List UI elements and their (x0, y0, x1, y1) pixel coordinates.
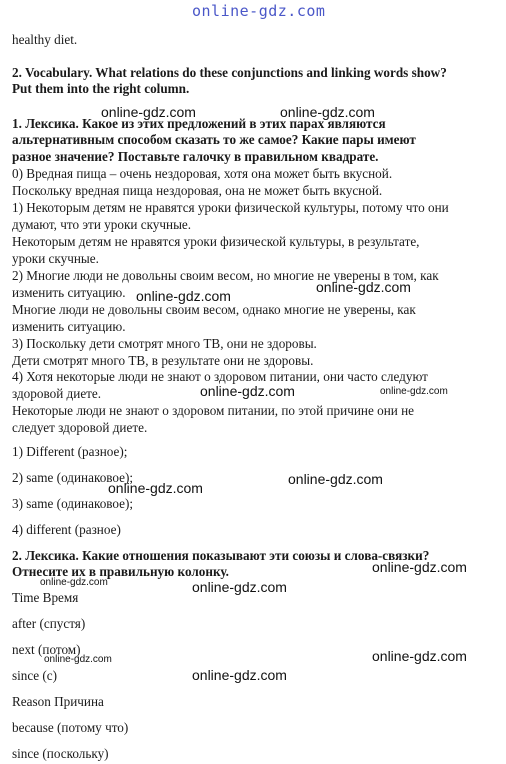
watermark: online-gdz.com (192, 667, 287, 683)
watermark: online-gdz.com (280, 104, 375, 120)
watermark: online-gdz.com (200, 383, 295, 399)
column-heading: Reason Причина (12, 694, 104, 709)
watermark: online-gdz.com (316, 279, 411, 295)
answer-line: 3) same (одинаковое); (12, 496, 134, 511)
text-line: 0) Вредная пища – очень нездоровая, хотя она может быть вкусной. (12, 166, 393, 181)
text-line: Поскольку вредная пища нездоровая, она не может быть вкусной. (12, 183, 383, 198)
watermark: online-gdz.com (372, 559, 467, 575)
watermark: online-gdz.com (40, 577, 108, 588)
section-heading-russian: Отнесите их в правильную колонку. (12, 564, 229, 579)
answer-line: 2) same (одинаковое); (12, 470, 134, 485)
text-line: изменить ситуацию. (12, 319, 126, 334)
section-heading-russian: разное значение? Поставьте галочку в правильном квадрате. (12, 149, 379, 164)
answer-line: 4) different (разное) (12, 522, 121, 537)
section-heading-russian: 1. Лексика. Какое из этих предложений в этих парах являются (12, 116, 386, 131)
text-line: уроки скучные. (12, 251, 99, 266)
text-line: healthy diet. (12, 32, 78, 47)
answer-line: 1) Different (разное); (12, 444, 128, 459)
column-heading: Time Время (12, 590, 79, 605)
list-item: since (с) (12, 668, 58, 683)
text-line: Многие люди не довольны своим весом, однако многие не уверены, как (12, 302, 416, 317)
text-line: 2) Многие люди не довольны своим весом, но многие не уверены в том, как (12, 268, 439, 283)
watermark: online-gdz.com (380, 386, 448, 397)
text-line: 4) Хотя некоторые люди не знают о здоровом питании, они часто следуют (12, 369, 428, 384)
section-heading-english: Put them into the right column. (12, 81, 190, 96)
text-line: здоровой диете. (12, 386, 102, 401)
text-line: Некоторым детям не нравятся уроки физической культуры, в результате, (12, 234, 420, 249)
list-item: after (спустя) (12, 616, 86, 631)
watermark: online-gdz.com (44, 654, 112, 665)
text-line: Некоторые люди не знают о здоровом питании, по этой причине они не (12, 403, 415, 418)
text-line: думают, что эти уроки скучные. (12, 217, 192, 232)
watermark: online-gdz.com (192, 579, 287, 595)
section-heading-english: 2. Vocabulary. What relations do these conjunctions and linking words show? (12, 65, 447, 80)
text-line: 1) Некоторым детям не нравятся уроки физической культуры, потому что они (12, 200, 449, 215)
list-item: next (потом) (12, 642, 81, 657)
text-line: следует здоровой диете. (12, 420, 148, 435)
text-line: 3) Поскольку дети смотрят много ТВ, они не здоровы. (12, 336, 317, 351)
watermark: online-gdz.com (136, 288, 231, 304)
text-line: Дети смотрят много ТВ, в результате они не здоровы. (12, 353, 314, 368)
watermark: online-gdz.com (372, 648, 467, 664)
text-line: изменить ситуацию. (12, 285, 126, 300)
list-item: since (поскольку) (12, 746, 109, 761)
watermark-top: online-gdz.com (192, 2, 326, 20)
list-item: because (потому что) (12, 720, 129, 735)
section-heading-russian: альтернативным способом сказать то же самое? Какие пары имеют (12, 132, 416, 147)
watermark: online-gdz.com (101, 104, 196, 120)
section-heading-russian: 2. Лексика. Какие отношения показывают эти союзы и слова-связки? (12, 548, 430, 563)
watermark: online-gdz.com (288, 471, 383, 487)
watermark: online-gdz.com (108, 480, 203, 496)
